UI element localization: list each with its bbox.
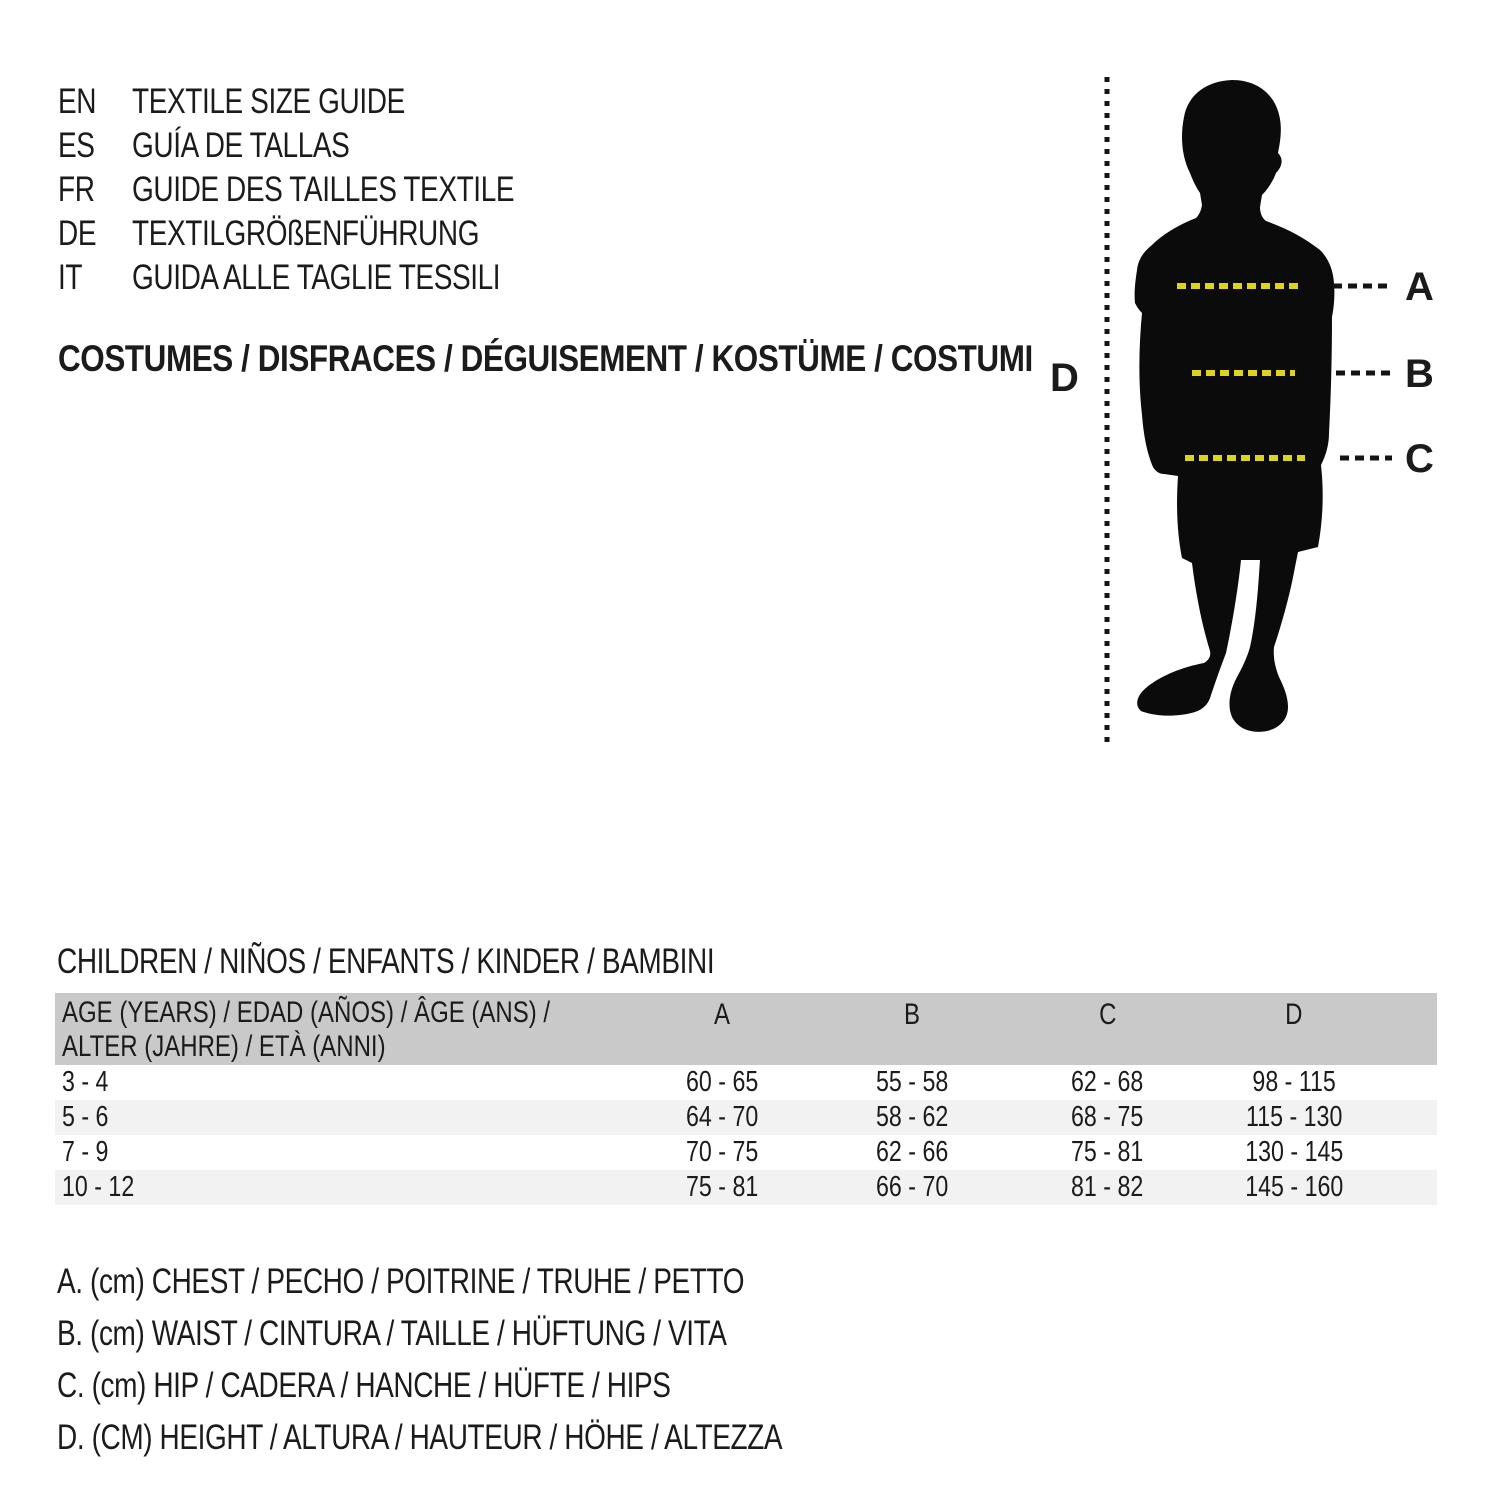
language-title: GUIDE DES TAILLES TEXTILE: [132, 170, 515, 209]
language-row-de: [58, 212, 610, 256]
column-header-d: D: [1285, 998, 1303, 1031]
language-code: FR: [58, 170, 95, 209]
age-column-header: AGE (YEARS) / EDAD (AÑOS) / ÂGE (ANS) / ALTER (JAHRE) / ETÀ (ANNI): [62, 996, 551, 1063]
chest-cell: 64 - 70: [686, 1101, 759, 1133]
language-code: EN: [58, 82, 97, 121]
waist-cell: 66 - 70: [876, 1171, 949, 1203]
column-header-a: A: [714, 998, 731, 1031]
table-header-row: [55, 993, 1437, 1065]
language-title: TEXTILGRÖßENFÜHRUNG: [132, 214, 480, 253]
table-row: [55, 1100, 1437, 1135]
height-cell: 130 - 145: [1244, 1136, 1344, 1168]
figure-label-b: B: [1405, 352, 1434, 396]
measurement-legend: [57, 1256, 964, 1464]
column-header-b: B: [904, 998, 921, 1031]
age-cell: 5 - 6: [62, 1101, 109, 1133]
waist-cell: 62 - 66: [876, 1136, 949, 1168]
language-row-it: [58, 256, 610, 300]
figure-label-a: A: [1405, 265, 1434, 309]
age-cell: 10 - 12: [62, 1171, 135, 1203]
language-title: GUÍA DE TALLAS: [132, 126, 350, 165]
age-cell: 7 - 9: [62, 1136, 109, 1168]
legend-height: D. (CM) HEIGHT / ALTURA / HAUTEUR / HÖHE / ALTEZZA: [57, 1418, 783, 1457]
language-code: DE: [58, 214, 97, 253]
table-row: [55, 1170, 1437, 1205]
height-cell: 115 - 130: [1245, 1101, 1343, 1133]
language-title: TEXTILE SIZE GUIDE: [132, 82, 405, 121]
hip-cell: 75 - 81: [1071, 1136, 1144, 1168]
legend-chest: A. (cm) CHEST / PECHO / POITRINE / TRUHE / PETTO: [57, 1262, 745, 1301]
language-row-en: [58, 80, 610, 124]
waist-cell: 58 - 62: [876, 1101, 949, 1133]
chest-cell: 60 - 65: [686, 1066, 759, 1098]
measurement-figure: [1020, 55, 1490, 770]
table-row: [55, 1065, 1437, 1100]
section-title-children: CHILDREN / NIÑOS / ENFANTS / KINDER / BAMBINI: [57, 942, 715, 981]
height-cell: 98 - 115: [1252, 1066, 1336, 1098]
age-cell: 3 - 4: [62, 1066, 109, 1098]
column-header-c: C: [1098, 998, 1117, 1031]
child-figure-svg: [1020, 55, 1490, 770]
chest-cell: 75 - 81: [686, 1171, 759, 1203]
child-silhouette: [1135, 80, 1335, 732]
language-row-fr: [58, 168, 610, 212]
figure-label-d: D: [1050, 356, 1079, 400]
hip-cell: 68 - 75: [1071, 1101, 1144, 1133]
language-list: [58, 80, 610, 300]
legend-hip: C. (cm) HIP / CADERA / HANCHE / HÜFTE / HIPS: [57, 1366, 671, 1405]
hip-cell: 62 - 68: [1071, 1066, 1144, 1098]
language-title: GUIDA ALLE TAGLIE TESSILI: [132, 258, 501, 297]
waist-cell: 55 - 58: [876, 1066, 949, 1098]
chest-cell: 70 - 75: [686, 1136, 759, 1168]
legend-waist: B. (cm) WAIST / CINTURA / TAILLE / HÜFTUNG / VITA: [57, 1314, 727, 1353]
language-row-es: [58, 124, 610, 168]
table-row: [55, 1135, 1437, 1170]
language-code: ES: [58, 126, 95, 165]
size-table: [55, 993, 1437, 1205]
hip-cell: 81 - 82: [1071, 1171, 1144, 1203]
language-code: IT: [58, 258, 83, 297]
category-title: COSTUMES / DISFRACES / DÉGUISEMENT / KOSTÜME / COSTUMI: [58, 338, 1033, 379]
height-cell: 145 - 160: [1244, 1171, 1344, 1203]
figure-label-c: C: [1405, 437, 1434, 481]
